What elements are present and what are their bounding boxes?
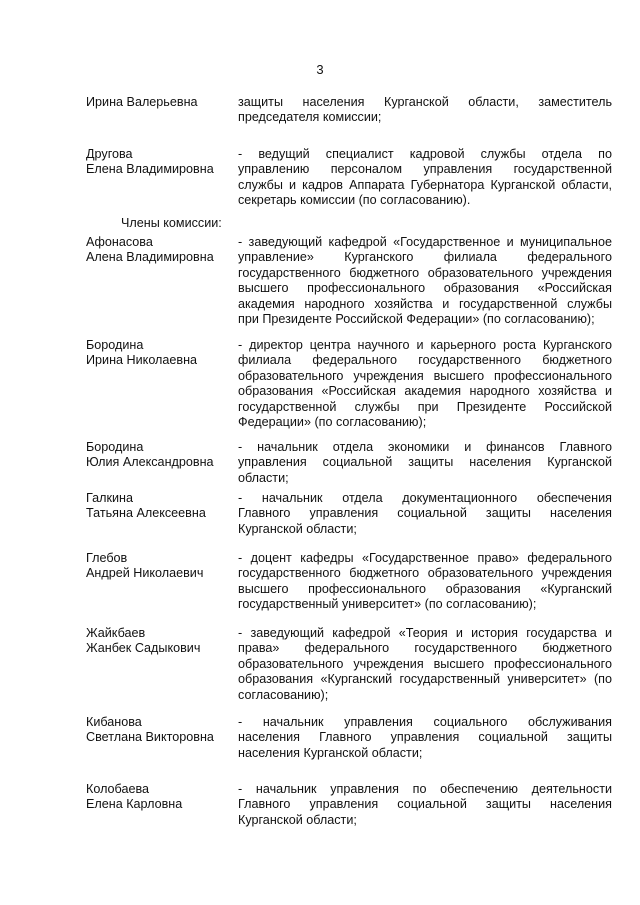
member-name	[86, 551, 236, 582]
member-name	[86, 338, 236, 369]
member-position-line: - заведующий кафедрой «Теория и история государства и	[238, 626, 612, 640]
member-position-line: населения Курганской области;	[238, 745, 423, 760]
member-position-line: управление» Курганского филиала федерального	[238, 250, 612, 265]
member-position-line: государственный университет» (по согласованию);	[238, 597, 537, 612]
member-position-line: службы и кадров Аппарата Губернатора Курганской области,	[238, 177, 612, 192]
member-position-line: государственного бюджетного образовательного учреждения	[238, 265, 612, 280]
member-position-line: высшего профессионального образования «Российская	[238, 281, 612, 296]
member-position-line: Федерации» (по согласованию);	[238, 415, 427, 430]
member-position-line: Главного управления социальной защиты населения	[238, 506, 612, 521]
member-name-line: Афонасова	[86, 235, 153, 249]
member-position-line: секретарь комиссии (по согласованию).	[238, 193, 471, 208]
member-position	[238, 626, 612, 703]
member-position-line: - начальник отдела документационного обеспечения	[238, 491, 612, 505]
member-position-line: председателя комиссии;	[238, 110, 382, 125]
member-position-line: государственного бюджетного образовательного учреждения	[238, 566, 612, 581]
member-position	[238, 440, 612, 486]
page-number: 3	[316, 62, 324, 77]
member-name	[86, 440, 236, 471]
member-name-line: Ирина Николаевна	[86, 353, 198, 368]
member-name-line: Юлия Александровна	[86, 455, 214, 470]
member-name-line: Колобаева	[86, 782, 150, 796]
member-position	[238, 147, 612, 209]
members-heading: Члены комиссии:	[121, 216, 222, 230]
member-position-line: - заведующий кафедрой «Государственное и муниципальное	[238, 235, 612, 249]
member-name-line: Бородина	[86, 440, 144, 454]
member-position-line: Главного управления социальной защиты населения	[238, 797, 612, 812]
member-position-line: - начальник отдела экономики и финансов Главного	[238, 440, 612, 454]
member-position-line: населения Главного управления социальной защиты	[238, 730, 612, 745]
member-name-line: Алена Владимировна	[86, 250, 214, 265]
member-position-line: образования «Курганский государственный университет» (по	[238, 672, 612, 687]
member-name	[86, 715, 236, 746]
member-name-line: Андрей Николаевич	[86, 566, 204, 581]
member-name	[86, 95, 236, 110]
member-position	[238, 95, 612, 126]
member-position-line: - начальник управления социального обслуживания	[238, 715, 612, 729]
member-name	[86, 626, 236, 657]
member-position-line: государственной службы при Президенте Российской	[238, 399, 612, 414]
member-position	[238, 491, 612, 537]
member-position-line: при Президенте Российской Федерации» (по согласованию);	[238, 312, 595, 327]
member-position-line: управления социальной защиты населения Курганской	[238, 455, 612, 470]
member-position-line: - доцент кафедры «Государственное право» федерального	[238, 551, 612, 565]
member-position	[238, 338, 612, 430]
member-position-line: управлению персоналом управления государственной	[238, 162, 612, 177]
member-name-line: Кибанова	[86, 715, 142, 729]
member-name-line: Жайкбаев	[86, 626, 146, 640]
member-position-line: - начальник управления по обеспечению деятельности	[238, 782, 612, 796]
member-position-line: Курганской области;	[238, 521, 357, 536]
member-position	[238, 715, 612, 761]
member-position-line: образовательного учреждения высшего профессионального	[238, 368, 612, 383]
member-name	[86, 491, 236, 522]
member-name-line: Глебов	[86, 551, 128, 565]
member-position-line: филиала федерального государственного бюджетного	[238, 353, 612, 368]
member-position-line: образовательного учреждения высшего профессионального	[238, 656, 612, 671]
member-name-line: Бородина	[86, 338, 144, 352]
member-position	[238, 782, 612, 828]
member-position-line: права» федерального государственного бюджетного	[238, 641, 612, 656]
member-position-line: согласованию);	[238, 687, 329, 702]
member-position	[238, 551, 612, 613]
member-name-line: Другова	[86, 147, 133, 161]
member-position-line: высшего профессионального образования «Курганский	[238, 581, 612, 596]
member-name-line: Елена Владимировна	[86, 162, 214, 177]
member-name	[86, 235, 236, 266]
member-name	[86, 147, 236, 178]
member-name-line: Елена Карловна	[86, 797, 183, 812]
member-name-line: Жанбек Садыкович	[86, 641, 201, 656]
member-position-line: области;	[238, 470, 289, 485]
member-position-line: - ведущий специалист кадровой службы отдела по	[238, 147, 612, 161]
member-position	[238, 235, 612, 327]
member-position-line: Курганской области;	[238, 812, 357, 827]
member-name-line: Татьяна Алексеевна	[86, 506, 206, 521]
member-position-line: академия народного хозяйства и государственной службы	[238, 296, 612, 311]
member-position-line: - директор центра научного и карьерного роста Курганского	[238, 338, 612, 352]
member-name	[86, 782, 236, 813]
member-position-line: образования «Российская академия народного хозяйства и	[238, 384, 612, 399]
member-name-line: Ирина Валерьевна	[86, 95, 198, 109]
member-name-line: Светлана Викторовна	[86, 730, 214, 745]
member-name-line: Галкина	[86, 491, 133, 505]
member-position-line: защиты населения Курганской области, заместитель	[238, 95, 612, 109]
